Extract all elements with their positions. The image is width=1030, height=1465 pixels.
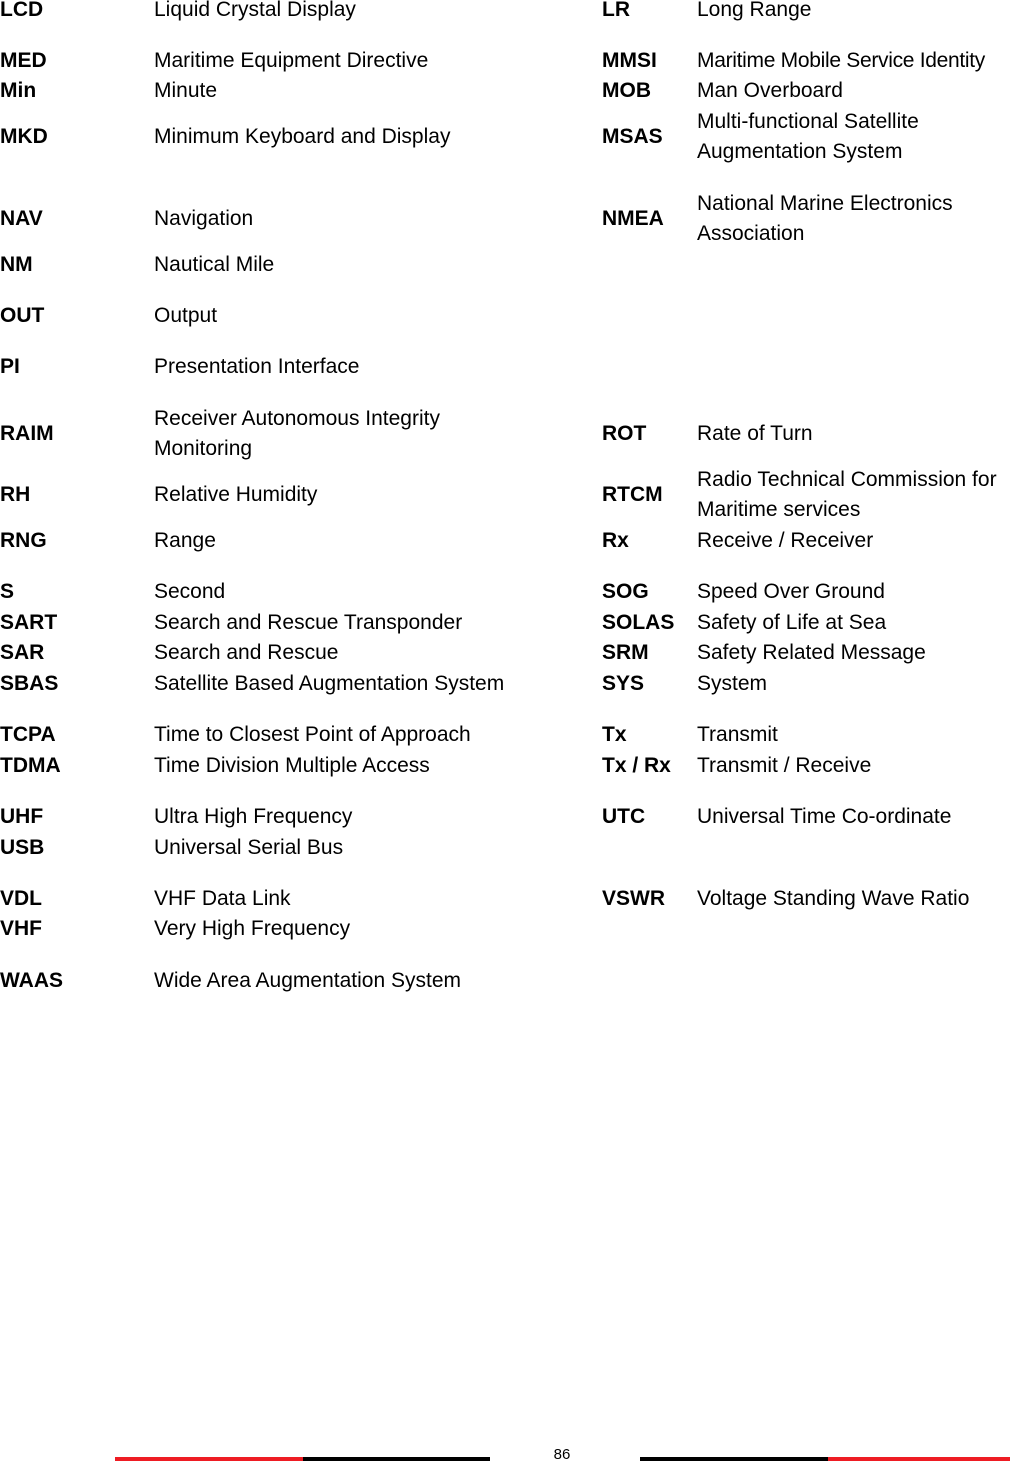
abbr-term: MED xyxy=(0,49,47,72)
abbr-term: NM xyxy=(0,253,33,276)
abbr-term: TCPA xyxy=(0,723,56,746)
abbr-term: RNG xyxy=(0,529,47,552)
abbr-definition: Range xyxy=(154,529,216,552)
abbr-definition: Safety of Life at Sea xyxy=(697,611,887,634)
abbr-term: SBAS xyxy=(0,672,59,695)
abbr-definition: Universal Serial Bus xyxy=(154,836,344,859)
footer-rule-black-right xyxy=(640,1457,828,1461)
abbr-definition: Time Division Multiple Access xyxy=(154,754,430,777)
abbr-term: MMSI xyxy=(602,49,657,72)
abbr-term: RH xyxy=(0,483,31,506)
footer-rule-red-right xyxy=(828,1457,1010,1461)
abbr-term: ROT xyxy=(602,422,647,445)
abbr-definition: Ultra High Frequency xyxy=(154,805,353,828)
abbr-term: MSAS xyxy=(602,125,663,148)
abbr-definition: Universal Time Co-ordinate xyxy=(697,805,952,828)
abbr-term: LR xyxy=(602,0,630,21)
abbr-term: MOB xyxy=(602,79,651,102)
abbr-term: SOG xyxy=(602,580,649,603)
abbr-definition: Safety Related Message xyxy=(697,641,926,664)
abbr-definition: System xyxy=(697,672,768,695)
abbr-term: S xyxy=(0,580,15,603)
abbr-definition: Time to Closest Point of Approach xyxy=(154,723,471,746)
abbr-definition: Minimum Keyboard and Display xyxy=(154,125,451,148)
abbr-definition: Navigation xyxy=(154,207,254,230)
abbr-definition: Second xyxy=(154,580,226,603)
page-number: 86 xyxy=(553,1446,571,1463)
abbr-definition: Rate of Turn xyxy=(697,422,813,445)
abbr-term: VSWR xyxy=(602,887,665,910)
abbr-definition: Very High Frequency xyxy=(154,917,351,940)
abbr-term: SYS xyxy=(602,672,645,695)
abbr-definition: Receive / Receiver xyxy=(697,529,874,552)
abbr-term: WAAS xyxy=(0,969,63,992)
abbr-term: NAV xyxy=(0,207,43,230)
abbr-term: VHF xyxy=(0,917,42,940)
abbr-term: TDMA xyxy=(0,754,61,777)
abbr-term: PI xyxy=(0,355,20,378)
abbr-term: USB xyxy=(0,836,45,859)
abbr-definition: Radio Technical Commission for Maritime services xyxy=(697,468,997,521)
abbr-definition: Satellite Based Augmentation System xyxy=(154,672,505,695)
abbr-term: SART xyxy=(0,611,58,634)
abbr-term: OUT xyxy=(0,304,45,327)
abbr-definition: Maritime Mobile Service Identity xyxy=(697,49,985,72)
abbr-definition: Transmit xyxy=(697,723,778,746)
abbr-definition: Liquid Crystal Display xyxy=(154,0,356,21)
abbr-term: Min xyxy=(0,79,37,102)
abbr-term: RAIM xyxy=(0,422,54,445)
abbr-term: Tx / Rx xyxy=(602,754,671,777)
abbr-definition: Nautical Mile xyxy=(154,253,275,276)
abbr-definition: Voltage Standing Wave Ratio xyxy=(697,887,970,910)
abbr-term: VDL xyxy=(0,887,42,910)
abbr-definition: VHF Data Link xyxy=(154,887,291,910)
abbr-definition: Long Range xyxy=(697,0,812,21)
abbr-term: UHF xyxy=(0,805,44,828)
footer-rule-black-left xyxy=(303,1457,490,1461)
abbr-definition: Presentation Interface xyxy=(154,355,360,378)
abbr-definition: Receiver Autonomous Integrity Monitoring xyxy=(154,407,440,460)
abbr-definition: National Marine Electronics Association xyxy=(697,192,953,245)
abbr-term: MKD xyxy=(0,125,48,148)
page-footer xyxy=(0,1440,1030,1465)
abbr-definition: Man Overboard xyxy=(697,79,843,102)
abbr-term: NMEA xyxy=(602,207,664,230)
abbr-term: SOLAS xyxy=(602,611,675,634)
abbr-definition: Transmit / Receive xyxy=(697,754,872,777)
abbr-definition: Search and Rescue Transponder xyxy=(154,611,463,634)
abbr-definition: Wide Area Augmentation System xyxy=(154,969,461,992)
abbr-term: SRM xyxy=(602,641,649,664)
abbr-term: RTCM xyxy=(602,483,663,506)
abbr-definition: Output xyxy=(154,304,218,327)
abbr-term: UTC xyxy=(602,805,646,828)
abbr-definition: Search and Rescue xyxy=(154,641,339,664)
abbr-term: LCD xyxy=(0,0,44,21)
abbr-definition: Maritime Equipment Directive xyxy=(154,49,429,72)
abbr-definition: Relative Humidity xyxy=(154,483,318,506)
footer-rule-red-left xyxy=(115,1457,303,1461)
abbr-term: Rx xyxy=(602,529,629,552)
abbr-term: SAR xyxy=(0,641,45,664)
abbr-definition: Multi-functional Satellite Augmentation System xyxy=(697,110,919,163)
abbr-definition: Minute xyxy=(154,79,218,102)
abbr-definition: Speed Over Ground xyxy=(697,580,885,603)
abbr-term: Tx xyxy=(602,723,627,746)
